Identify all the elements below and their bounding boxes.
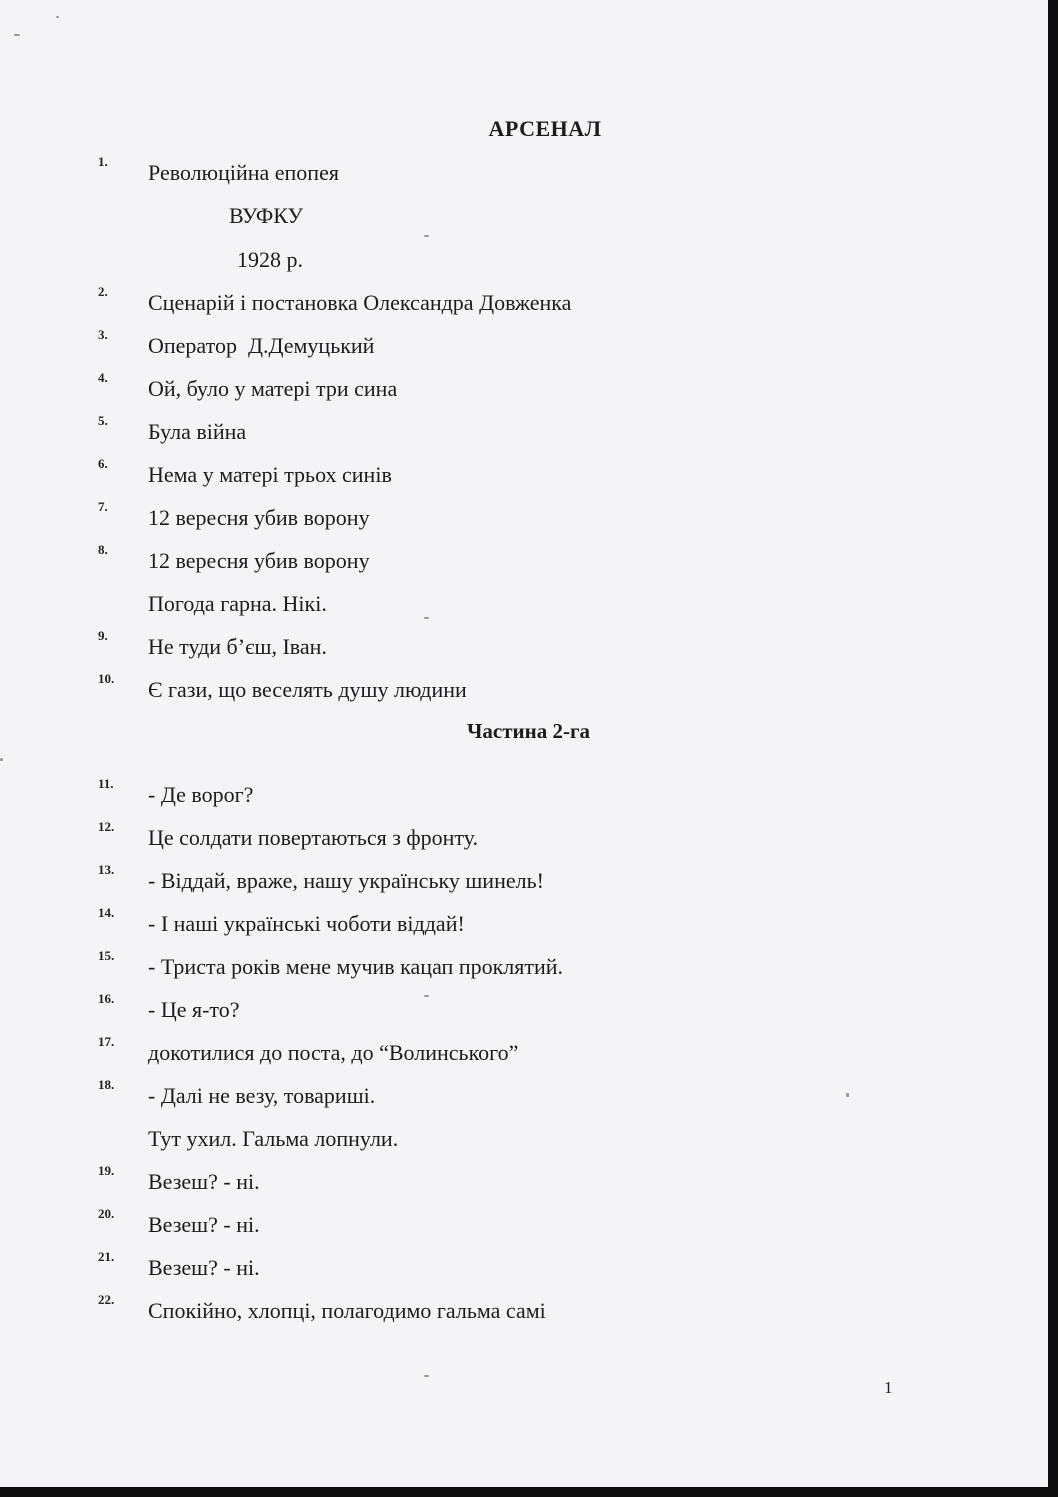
list-item xyxy=(0,671,1000,707)
list-item xyxy=(0,1077,1000,1113)
list-item xyxy=(0,284,1000,320)
list-item xyxy=(0,327,1000,363)
list-item xyxy=(0,247,1000,277)
list-item xyxy=(0,862,1000,898)
line-text: Була війна xyxy=(148,419,247,444)
line-text: Спокійно, хлопці, полагодимо гальма самі xyxy=(148,1298,546,1323)
list-item xyxy=(0,1206,1000,1242)
line-number: 16. xyxy=(98,991,115,1006)
line-number: 11. xyxy=(98,776,114,791)
line-text: Везеш? - ні. xyxy=(148,1212,260,1237)
line-number: 22. xyxy=(98,1292,115,1307)
document-title: АРСЕНАЛ xyxy=(488,116,602,141)
line-text: - Віддай, враже, нашу українську шинель! xyxy=(148,868,544,893)
line-number: 6. xyxy=(98,456,108,471)
line-number: 5. xyxy=(98,413,108,428)
line-number: 3. xyxy=(98,327,108,342)
list-item xyxy=(0,1034,1000,1070)
scan-speck xyxy=(424,995,429,997)
scan-speck xyxy=(424,235,429,237)
line-number: 4. xyxy=(98,370,108,385)
line-number: 1. xyxy=(98,154,108,169)
scan-speck xyxy=(0,758,3,761)
studio-text: ВУФКУ xyxy=(229,203,304,228)
line-text: Не туди б’єш, Іван. xyxy=(148,634,327,659)
line-number: 14. xyxy=(98,905,115,920)
line-text: - Де ворог? xyxy=(148,782,254,807)
list-item xyxy=(0,203,1000,233)
line-text: Це солдати повертаються з фронту. xyxy=(148,825,479,850)
line-number: 18. xyxy=(98,1077,115,1092)
list-item xyxy=(0,456,1000,492)
list-item xyxy=(0,819,1000,855)
line-text: 12 вересня убив ворону xyxy=(148,505,370,530)
line-number: 21. xyxy=(98,1249,115,1264)
line-number: 9. xyxy=(98,628,108,643)
list-item xyxy=(0,1249,1000,1285)
line-number: 15. xyxy=(98,948,115,963)
line-text: - Триста років мене мучив кацап проклятий. xyxy=(148,954,564,979)
line-number: 17. xyxy=(98,1034,115,1049)
year-text: 1928 р. xyxy=(237,247,303,272)
list-item xyxy=(0,370,1000,406)
list-item xyxy=(0,499,1000,535)
list-item xyxy=(0,542,1000,578)
list-item xyxy=(0,413,1000,449)
list-item xyxy=(0,1126,1000,1156)
page-number: 1 xyxy=(884,1378,893,1397)
line-text: Везеш? - ні. xyxy=(148,1169,260,1194)
scan-speck xyxy=(56,16,59,18)
list-item xyxy=(0,905,1000,941)
list-item xyxy=(0,991,1000,1027)
list-item xyxy=(0,591,1000,621)
line-number: 10. xyxy=(98,671,115,686)
scan-speck xyxy=(424,1375,429,1377)
scan-speck xyxy=(14,34,20,36)
line-text: Оператор Д.Демуцький xyxy=(148,333,375,358)
line-number: 8. xyxy=(98,542,108,557)
line-text: - Далі не везу, товариші. xyxy=(148,1083,376,1108)
line-text: Погода гарна. Нікі. xyxy=(148,591,327,616)
list-item xyxy=(0,1292,1000,1328)
line-text: Сценарій і постановка Олександра Довженка xyxy=(148,290,572,315)
list-item xyxy=(0,1163,1000,1199)
line-number: 19. xyxy=(98,1163,115,1178)
list-item xyxy=(0,628,1000,664)
line-text: Нема у матері трьох синів xyxy=(148,462,392,487)
line-text: Є гази, що веселять душу людини xyxy=(148,677,467,702)
line-text: докотилися до поста, до “Волинського” xyxy=(148,1040,519,1065)
line-text: Тут ухил. Гальма лопнули. xyxy=(148,1126,399,1151)
line-number: 20. xyxy=(98,1206,115,1221)
line-number: 12. xyxy=(98,819,115,834)
line-text: - Це я-то? xyxy=(148,997,240,1022)
list-item xyxy=(0,776,1000,812)
line-text: 12 вересня убив ворону xyxy=(148,548,370,573)
line-text: Революційна епопея xyxy=(148,160,339,185)
line-number: 2. xyxy=(98,284,108,299)
scan-speck xyxy=(424,617,429,619)
line-text: Везеш? - ні. xyxy=(148,1255,260,1280)
line-text: - І наші українські чоботи віддай! xyxy=(148,911,465,936)
list-item xyxy=(0,154,1000,190)
line-text: Ой, було у матері три сина xyxy=(148,376,398,401)
list-item xyxy=(0,948,1000,984)
line-number: 7. xyxy=(98,499,108,514)
line-number: 13. xyxy=(98,862,115,877)
section-heading: Частина 2-га xyxy=(467,719,591,743)
scan-speck xyxy=(846,1093,849,1097)
